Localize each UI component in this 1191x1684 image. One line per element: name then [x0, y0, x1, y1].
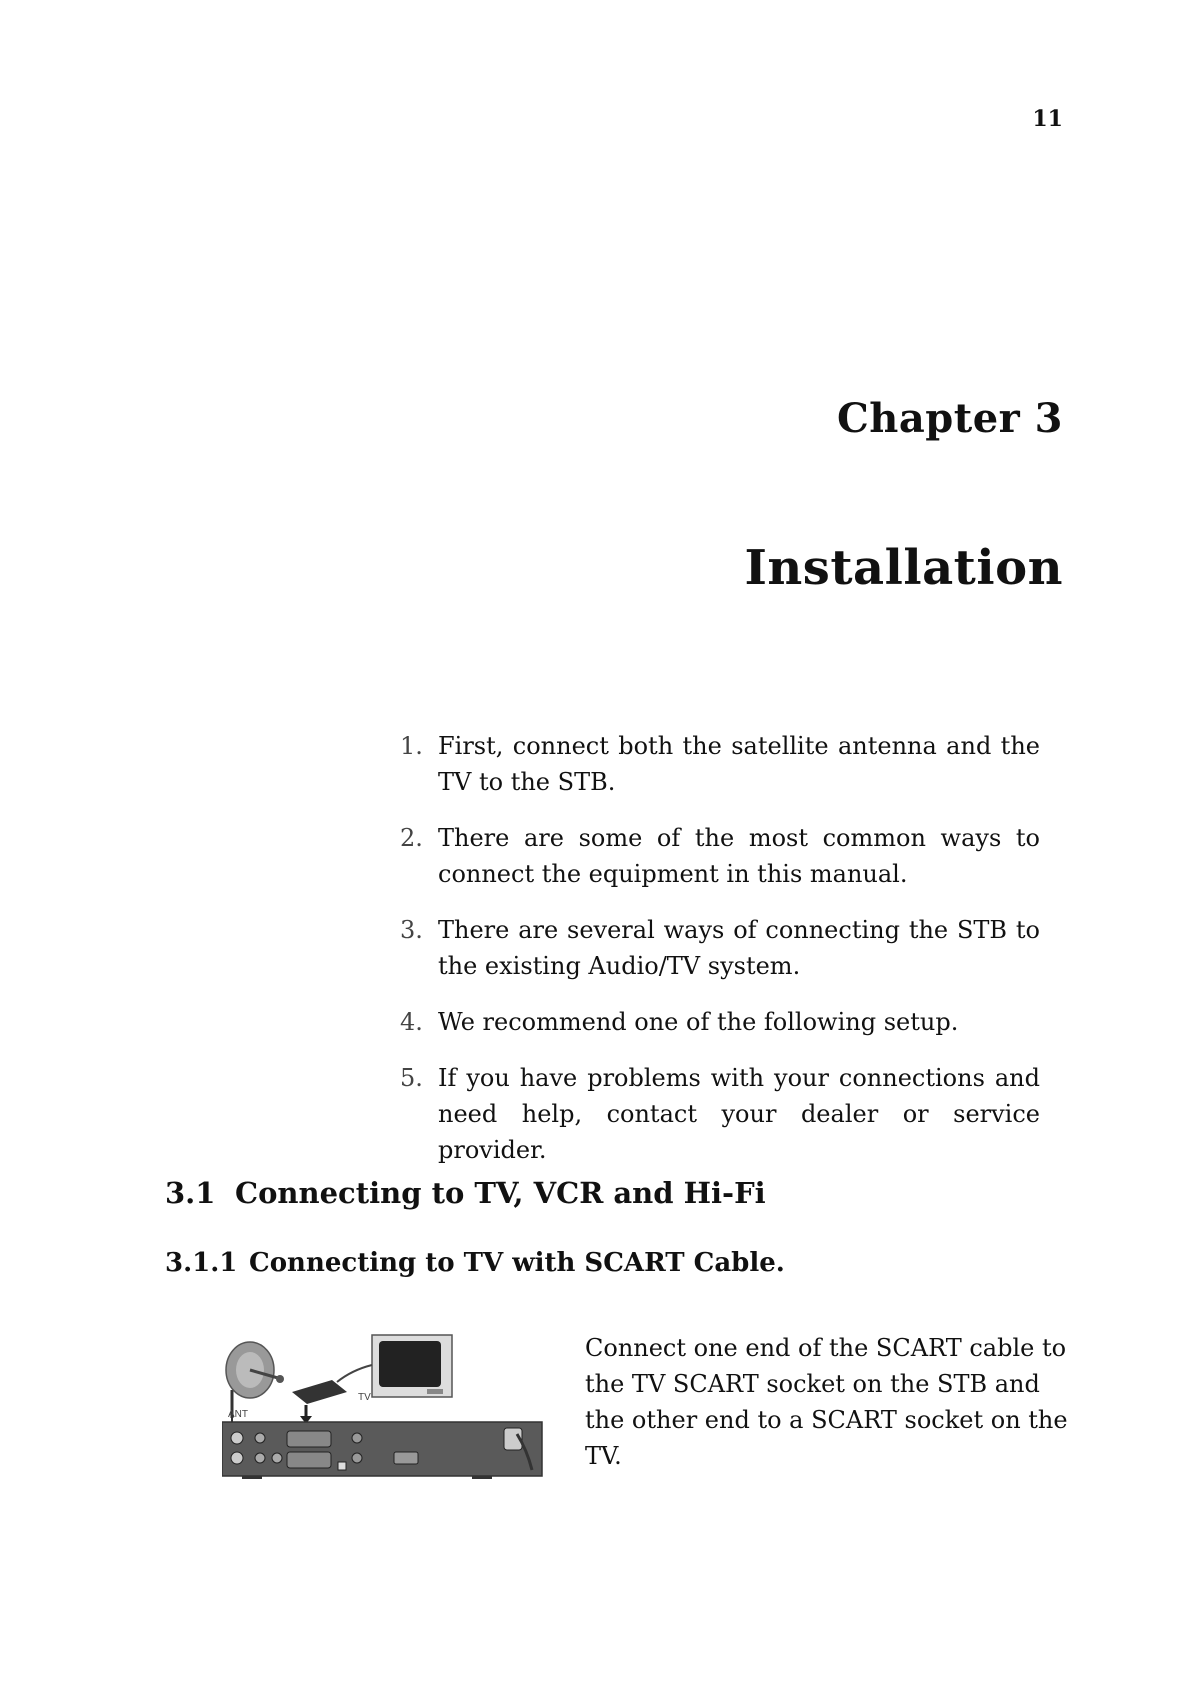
list-item-text: First, connect both the satellite antenna and the TV to the STB.	[438, 732, 1040, 796]
list-item-text: We recommend one of the following setup.	[438, 1008, 959, 1036]
list-item-number: 3.	[400, 916, 423, 944]
chapter-label: Chapter 3	[836, 395, 1063, 442]
section-heading	[165, 1176, 766, 1210]
stb-rear-panel	[222, 1422, 542, 1479]
chapter-title: Installation	[744, 540, 1063, 596]
subsection-heading	[165, 1248, 785, 1278]
subsection-number: 3.1.1	[165, 1248, 238, 1278]
tv-label: TV	[358, 1392, 371, 1403]
installation-steps-list	[400, 728, 1040, 1188]
list-item-number: 2.	[400, 824, 423, 852]
scart-connection-figure	[222, 1330, 567, 1480]
list-item-text: There are several ways of connecting the STB to the existing Audio/TV system.	[438, 916, 1040, 980]
list-item	[400, 820, 1040, 892]
list-item	[400, 1060, 1040, 1168]
list-item	[400, 912, 1040, 984]
section-number: 3.1	[165, 1176, 216, 1210]
figure-description: Connect one end of the SCART cable to the TV SCART socket on the STB and the other end to a SCART socket on the TV.	[585, 1334, 1068, 1470]
list-item-text: There are some of the most common ways to connect the equipment in this manual.	[438, 824, 1040, 888]
tv-icon	[372, 1335, 452, 1397]
list-item-number: 4.	[400, 1008, 423, 1036]
list-item-text: If you have problems with your connections and need help, contact your dealer or service provider.	[438, 1064, 1040, 1164]
ant-label: ANT	[228, 1409, 248, 1420]
list-item-number: 5.	[400, 1064, 423, 1092]
page-number: 11	[1032, 106, 1063, 132]
subsection-title: Connecting to TV with SCART Cable.	[249, 1248, 785, 1278]
section-title: Connecting to TV, VCR and Hi-Fi	[235, 1176, 766, 1210]
list-item-number: 1.	[400, 732, 423, 760]
list-item	[400, 728, 1040, 800]
satellite-dish-icon	[226, 1342, 284, 1418]
list-item	[400, 1004, 1040, 1040]
